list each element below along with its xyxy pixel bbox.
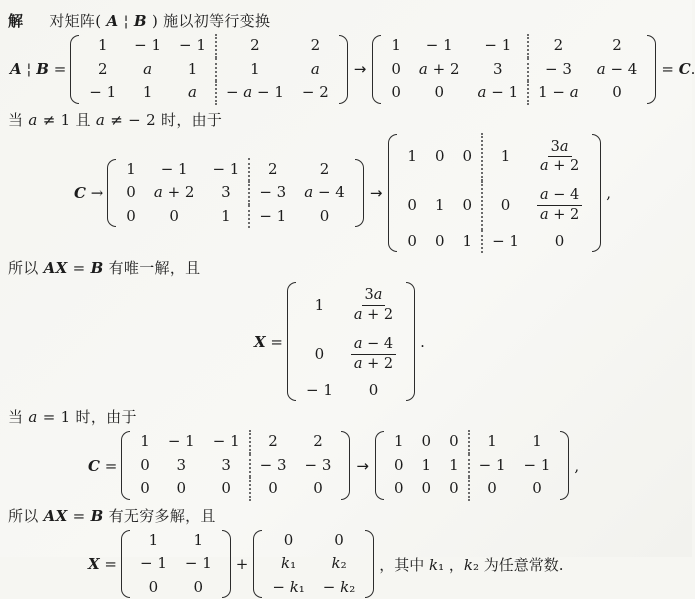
eq2-rhs: , xyxy=(606,183,611,202)
matrix-row xyxy=(382,81,646,105)
matrix-cell: 0 xyxy=(221,479,231,498)
matrix-cell: 0 xyxy=(462,147,473,166)
matrix-grid xyxy=(398,133,591,254)
matrix-cell: − 1 xyxy=(160,159,188,178)
equation-row-reduction-3 xyxy=(88,430,682,501)
matrix-cell: 2 xyxy=(216,34,293,58)
matrix-cell: 1 xyxy=(97,36,108,54)
matrix-row xyxy=(385,430,559,454)
fraction xyxy=(351,335,396,374)
matrix-grid xyxy=(80,34,338,105)
fraction-denominator: a + 2 xyxy=(539,207,580,224)
matrix-row xyxy=(385,477,559,501)
matrix-grid xyxy=(297,281,405,402)
matrix-cell: 0 xyxy=(283,530,294,549)
matrix-row xyxy=(131,529,221,553)
matrix-augmented-AB xyxy=(70,34,348,105)
right-paren xyxy=(406,282,415,401)
matrix-cell: − 3 xyxy=(528,58,588,82)
matrix-cell: − 2 xyxy=(301,83,329,101)
matrix-rref-case-a1 xyxy=(375,430,569,501)
matrix-cell: 0 xyxy=(434,83,444,101)
eq3-lhs: X = xyxy=(254,332,283,351)
matrix-cell: 0 xyxy=(449,432,459,451)
solution-label: 解 xyxy=(8,12,24,30)
matrix-cell: 0 xyxy=(319,206,330,225)
right-paren xyxy=(341,431,350,500)
matrix-cell xyxy=(342,281,405,330)
matrix-cell: 0 xyxy=(334,530,344,549)
matrix-row xyxy=(117,158,354,182)
matrix-grid xyxy=(263,529,364,599)
right-paren xyxy=(560,431,569,500)
left-paren xyxy=(287,282,296,401)
matrix-cell: 1 xyxy=(193,530,204,549)
heading-text: 对矩阵( A ¦ B ) 施以初等行变换 xyxy=(49,12,271,30)
matrix-row xyxy=(80,58,338,82)
matrix-cell: − 1 xyxy=(179,36,206,54)
matrix-cell: − 3 xyxy=(250,454,296,478)
matrix-cell: 1 xyxy=(393,432,404,451)
matrix-cell: 0 xyxy=(434,231,445,250)
equation-unique-solution xyxy=(254,281,682,402)
matrix-cell: 1 xyxy=(140,432,150,451)
matrix-cell xyxy=(528,133,591,182)
matrix-cell: 3 xyxy=(176,455,187,474)
matrix-row xyxy=(131,430,340,454)
matrix-cell: 0 xyxy=(532,479,542,498)
matrix-cell: 2 xyxy=(249,158,295,182)
matrix-cell: 1 xyxy=(462,231,473,250)
matrix-row xyxy=(80,34,338,58)
right-paren xyxy=(592,134,601,253)
matrix-cell: 0 xyxy=(612,83,622,101)
matrix-cell: − 1 xyxy=(184,554,212,573)
matrix-cell: − a − 1 xyxy=(216,81,293,105)
matrix-row xyxy=(117,205,354,229)
matrix-cell: 1 xyxy=(482,133,528,182)
matrix-cell: 1 − a xyxy=(528,81,588,105)
right-paren xyxy=(365,530,374,599)
fraction xyxy=(537,138,582,177)
eq5-rhs: ，其中 k₁ ，k₂ 为任意常数. xyxy=(379,555,564,574)
matrix-cell: 1 xyxy=(391,36,401,54)
right-paren xyxy=(647,35,656,104)
right-paren xyxy=(355,159,364,228)
matrix-cell: − 1 xyxy=(249,205,295,229)
equation-general-solution xyxy=(88,529,682,599)
right-paren xyxy=(222,530,231,599)
eq1-rhs: = C. xyxy=(661,60,695,79)
matrix-cell: 0 xyxy=(368,380,379,399)
matrix-cell: 0 xyxy=(554,231,565,250)
matrix-row xyxy=(263,552,364,576)
matrix-cell: 0 xyxy=(176,479,187,498)
matrix-row xyxy=(263,529,364,553)
fraction xyxy=(351,286,396,325)
matrix-cell: 2 xyxy=(612,36,622,54)
matrix-cell: − k₁ xyxy=(272,577,305,596)
solution-heading xyxy=(8,10,682,31)
matrix-cell: a − 4 xyxy=(596,59,638,78)
eq5-lhs: X = xyxy=(88,555,117,573)
matrix-cell: 0 xyxy=(421,479,432,498)
matrix-cell: − 1 xyxy=(212,159,240,178)
matrix-cell: 1 xyxy=(469,430,515,454)
matrix-cell: 3 xyxy=(493,59,503,78)
matrix-row xyxy=(263,576,364,599)
matrix-cell xyxy=(528,181,591,230)
matrix-cell: 0 xyxy=(421,432,432,451)
matrix-cell: 0 xyxy=(391,59,401,78)
matrix-cell: 1 xyxy=(126,159,136,178)
matrix-cell: 0 xyxy=(462,195,473,214)
fraction-denominator: a + 2 xyxy=(353,307,394,324)
equation-row-reduction-1 xyxy=(10,34,695,105)
matrix-cell: 3 xyxy=(221,183,231,202)
right-arrow-icon: → xyxy=(369,183,383,202)
matrix-grid xyxy=(131,529,221,599)
matrix-cell: − 1 xyxy=(305,380,333,399)
matrix-cell: − k₂ xyxy=(322,577,356,596)
right-arrow-icon: → xyxy=(356,456,369,475)
matrix-cell: 1 xyxy=(142,83,153,101)
matrix-row xyxy=(117,181,354,205)
matrix-C-scaled xyxy=(107,158,364,229)
matrix-row xyxy=(382,58,646,82)
matrix-cell: 0 xyxy=(393,479,404,498)
matrix-cell: − 1 xyxy=(523,455,551,474)
matrix-cell: k₁ xyxy=(281,554,297,573)
eq4-lhs: C = xyxy=(88,456,118,475)
matrix-cell: − 1 xyxy=(469,454,515,478)
matrix-cell: − 1 xyxy=(134,36,162,54)
right-arrow-icon: → xyxy=(353,60,367,79)
matrix-cell: 0 xyxy=(313,479,323,498)
left-paren xyxy=(253,530,262,599)
matrix-grid xyxy=(385,430,559,501)
matrix-cell: − 3 xyxy=(304,455,332,474)
matrix-cell: − 1 xyxy=(482,230,528,254)
left-paren xyxy=(70,35,79,104)
matrix-row xyxy=(297,281,405,330)
matrix-cell: a xyxy=(188,83,197,101)
matrix-cell: 0 xyxy=(482,181,528,230)
matrix-cell: 1 xyxy=(187,59,198,78)
matrix-cell: 0 xyxy=(193,577,204,596)
matrix-row xyxy=(80,81,338,105)
matrix-cell: − 3 xyxy=(249,181,295,205)
case2-condition-text: 当 a = 1 时，由于 xyxy=(8,408,137,427)
matrix-row xyxy=(297,379,405,403)
matrix-cell: 0 xyxy=(407,195,417,214)
matrix-cell: 0 xyxy=(391,83,401,101)
matrix-cell: a + 2 xyxy=(418,59,460,78)
matrix-cell: 1 xyxy=(449,455,459,474)
left-paren xyxy=(121,431,130,500)
matrix-cell: − 1 xyxy=(484,36,512,54)
matrix-cell: − 1 xyxy=(212,432,240,451)
matrix-cell: 0 xyxy=(434,147,445,166)
left-paren xyxy=(375,431,384,500)
matrix-cell: 2 xyxy=(313,432,323,451)
left-paren xyxy=(388,134,397,253)
matrix-cell: 0 xyxy=(140,479,150,498)
infinite-solution-text: 所以 AX = B 有无穷多解，且 xyxy=(8,506,216,525)
plus-sign: + xyxy=(235,555,249,573)
matrix-row xyxy=(131,477,340,501)
matrix-cell: 0 xyxy=(449,479,459,498)
matrix-cell: 2 xyxy=(250,430,296,454)
matrix-cell: − 1 xyxy=(425,36,453,54)
matrix-cell: 1 xyxy=(148,530,159,549)
matrix-cell: 2 xyxy=(319,159,330,178)
equation-row-reduction-2 xyxy=(74,133,682,254)
matrix-row xyxy=(131,576,221,599)
matrix-cell: 1 xyxy=(421,455,432,474)
matrix-cell: 0 xyxy=(148,577,159,596)
matrix-cell: 1 xyxy=(221,206,231,225)
matrix-X-unique xyxy=(287,281,415,402)
case1-condition-text: 当 a ≠ 1 且 a ≠ − 2 时，由于 xyxy=(8,110,223,129)
matrix-cell: 0 xyxy=(140,455,150,474)
matrix-cell: 0 xyxy=(393,455,404,474)
matrix-cell: k₂ xyxy=(331,554,347,573)
matrix-row xyxy=(131,454,340,478)
matrix-cell: 0 xyxy=(407,231,417,250)
matrix-grid xyxy=(131,430,340,501)
matrix-cell: 2 xyxy=(97,59,108,78)
right-paren xyxy=(339,35,348,104)
matrix-cell: a xyxy=(310,59,320,78)
fraction-numerator: a − 4 xyxy=(351,335,396,355)
matrix-cell: 1 xyxy=(216,58,293,82)
matrix-row xyxy=(398,133,591,182)
matrix-cell: − 1 xyxy=(139,554,167,573)
matrix-cell xyxy=(342,330,405,379)
left-paren xyxy=(121,530,130,599)
matrix-row xyxy=(398,181,591,230)
matrix-grid xyxy=(117,158,354,229)
matrix-cell: a xyxy=(143,59,153,78)
matrix-row xyxy=(297,330,405,379)
matrix-row xyxy=(385,454,559,478)
matrix-cell: 2 xyxy=(528,34,588,58)
matrix-cell: a − 4 xyxy=(304,183,345,202)
matrix-C-case-a1 xyxy=(121,430,350,501)
fraction-denominator: a + 2 xyxy=(353,355,394,372)
matrix-cell: − 1 xyxy=(89,83,117,101)
matrix-cell: 1 xyxy=(434,195,445,214)
matrix-cell: 0 xyxy=(126,206,136,225)
eq3-rhs: . xyxy=(420,332,425,351)
matrix-cell: − 1 xyxy=(167,432,195,451)
matrix-cell: 0 xyxy=(469,477,515,501)
matrix-rref xyxy=(388,133,601,254)
matrix-cell: 3 xyxy=(221,455,231,474)
matrix-row xyxy=(131,552,221,576)
fraction-numerator: 3a xyxy=(362,286,386,306)
fraction xyxy=(537,186,582,225)
fraction-denominator: a + 2 xyxy=(539,158,580,175)
matrix-particular-solution xyxy=(121,529,231,599)
eq4-rhs: , xyxy=(574,456,580,475)
matrix-cell: 2 xyxy=(310,36,321,54)
matrix-cell: a − 1 xyxy=(477,83,519,101)
matrix-row xyxy=(398,230,591,254)
matrix-row xyxy=(382,34,646,58)
matrix-cell: 0 xyxy=(250,477,296,501)
fraction-numerator: 3a xyxy=(548,138,572,158)
fraction-numerator: a − 4 xyxy=(537,186,582,206)
matrix-cell: 1 xyxy=(532,432,542,451)
matrix-cell: 1 xyxy=(407,147,417,166)
unique-solution-text: 所以 AX = B 有唯一解，且 xyxy=(8,259,201,278)
matrix-after-elimination xyxy=(372,34,656,105)
matrix-grid xyxy=(382,34,646,105)
matrix-homogeneous-solution xyxy=(253,529,374,599)
matrix-cell: 0 xyxy=(126,183,136,202)
matrix-cell: a + 2 xyxy=(153,183,195,202)
matrix-cell: 1 xyxy=(314,295,325,314)
left-paren xyxy=(107,159,116,228)
left-paren xyxy=(372,35,381,104)
matrix-cell: 0 xyxy=(169,206,179,225)
eq2-lhs: C → xyxy=(74,183,104,202)
eq1-lhs: A ¦ B = xyxy=(10,60,67,79)
matrix-cell: 0 xyxy=(314,344,325,363)
